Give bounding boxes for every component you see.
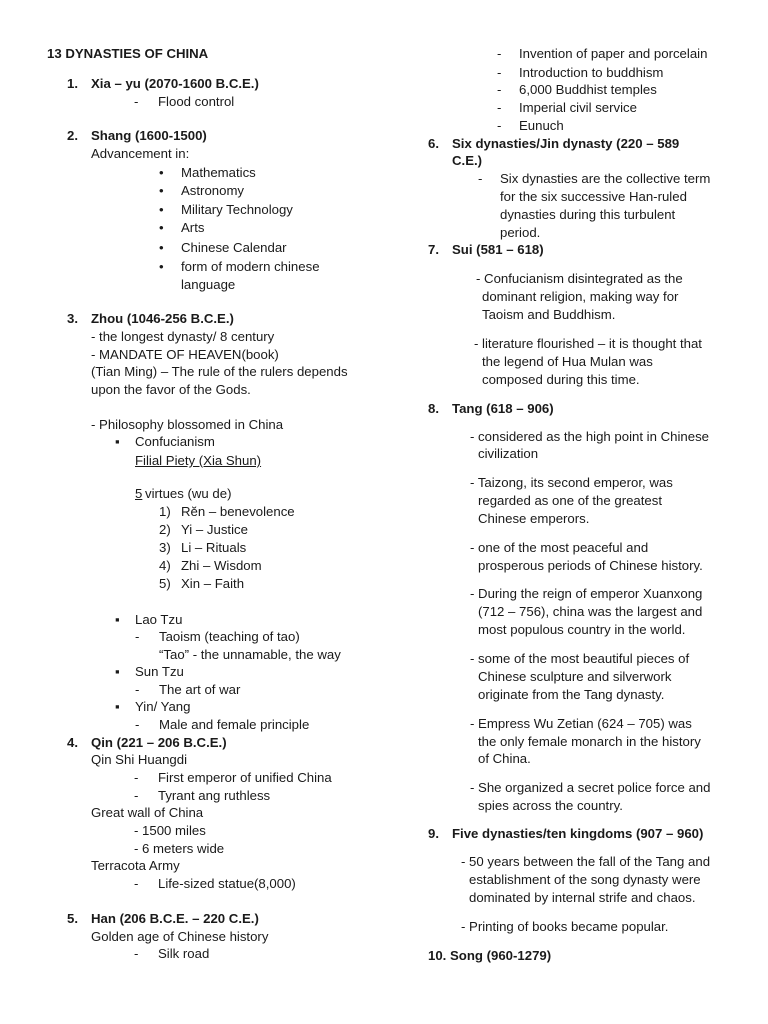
left-column-line: First emperor of unified China bbox=[158, 770, 332, 785]
left-column-line: Qin Shi Huangdi bbox=[91, 752, 188, 767]
left-column-line: Military Technology bbox=[181, 202, 293, 217]
left-column-line: 5) bbox=[159, 576, 171, 591]
left-column-line: Shang (1600-1500) bbox=[91, 128, 207, 143]
left-column-line: 5 bbox=[135, 486, 143, 501]
right-column-line: (712 – 756), china was the largest and bbox=[478, 604, 703, 619]
left-column-line: 4. bbox=[67, 735, 78, 750]
right-column-line: Imperial civil service bbox=[519, 100, 637, 115]
right-column-line: - one of the most peaceful and bbox=[470, 540, 649, 555]
left-column-line: • bbox=[159, 259, 164, 274]
left-column-line: ▪ bbox=[115, 434, 120, 449]
right-column-line: dominant religion, making way for bbox=[482, 289, 679, 304]
right-column-line: Invention of paper and porcelain bbox=[519, 46, 708, 61]
left-column-line: Taoism (teaching of tao) bbox=[159, 629, 300, 644]
left-column-line: • bbox=[159, 220, 164, 235]
left-column-line: form of modern chinese bbox=[181, 259, 320, 274]
right-column-line: Chinese emperors. bbox=[478, 511, 590, 526]
left-column-line: - bbox=[134, 946, 139, 961]
left-column-line: Terracota Army bbox=[91, 858, 180, 873]
left-column-line: • bbox=[159, 183, 164, 198]
left-column-line: Advancement in: bbox=[91, 146, 190, 161]
right-column-line: - Taizong, its second emperor, was bbox=[470, 475, 673, 490]
right-column-line: - Printing of books became popular. bbox=[461, 919, 669, 934]
left-column-line: Mathematics bbox=[181, 165, 256, 180]
left-column-line: Sun Tzu bbox=[135, 664, 184, 679]
right-column-line: dominated by internal strife and chaos. bbox=[469, 890, 696, 905]
right-column-line: - bbox=[497, 46, 502, 61]
left-column-line: language bbox=[181, 277, 236, 292]
right-column-line: Five dynasties/ten kingdoms (907 – 960) bbox=[452, 826, 704, 841]
right-column-line: C.E.) bbox=[452, 153, 483, 168]
right-column-line: - 50 years between the fall of the Tang and bbox=[461, 854, 711, 869]
left-column-line: ▪ bbox=[115, 699, 120, 714]
right-column-line: composed during this time. bbox=[482, 372, 640, 387]
right-column-line: - Confucianism disintegrated as the bbox=[476, 271, 683, 286]
left-column-line: Lao Tzu bbox=[135, 612, 183, 627]
left-column-line: ▪ bbox=[115, 664, 120, 679]
left-column-line: Qin (221 – 206 B.C.E.) bbox=[91, 735, 227, 750]
right-column-line: 7. bbox=[428, 242, 439, 257]
right-column-line: - She organized a secret police force and bbox=[470, 780, 711, 795]
right-column-line: the legend of Hua Mulan was bbox=[482, 354, 653, 369]
right-column-line: Eunuch bbox=[519, 118, 564, 133]
left-column-line: - 1500 miles bbox=[134, 823, 206, 838]
left-column-line: Male and female principle bbox=[159, 717, 310, 732]
left-column-line: 13 DYNASTIES OF CHINA bbox=[47, 46, 209, 61]
left-column-line: 3) bbox=[159, 540, 171, 555]
left-column-line: Tyrant ang ruthless bbox=[158, 788, 271, 803]
right-column-line: 10. Song (960-1279) bbox=[428, 948, 552, 963]
right-column-line: - bbox=[497, 118, 502, 133]
right-column-line: most populous country in the world. bbox=[478, 622, 686, 637]
right-column-line: - literature flourished – it is thought that bbox=[474, 336, 702, 351]
left-column-line: • bbox=[159, 165, 164, 180]
left-column-line: Great wall of China bbox=[91, 805, 204, 820]
left-column-line: • bbox=[159, 240, 164, 255]
left-column-line: - bbox=[135, 629, 140, 644]
right-column-line: - During the reign of emperor Xuanxong bbox=[470, 586, 703, 601]
left-column-line: Xin – Faith bbox=[181, 576, 245, 591]
left-column-line: Confucianism bbox=[135, 434, 215, 449]
right-column-line: 6. bbox=[428, 136, 439, 151]
left-column-line: Filial Piety (Xia Shun) bbox=[135, 453, 262, 468]
right-column-line: regarded as one of the greatest bbox=[478, 493, 663, 508]
right-column-line: the only female monarch in the history bbox=[478, 734, 701, 749]
right-column-line: originate from the Tang dynasty. bbox=[478, 687, 665, 702]
right-column-line: - bbox=[478, 171, 483, 186]
left-column-line: Golden age of Chinese history bbox=[91, 929, 269, 944]
left-column-line: - bbox=[134, 876, 139, 891]
right-column-line: civilization bbox=[478, 446, 539, 461]
left-column-line: Zhi – Wisdom bbox=[181, 558, 262, 573]
left-column-line: upon the favor of the Gods. bbox=[91, 382, 251, 397]
left-column-line: virtues (wu de) bbox=[145, 486, 232, 501]
right-column-line: Introduction to buddhism bbox=[519, 65, 664, 80]
left-column-line: 1) bbox=[159, 504, 171, 519]
right-column-line: Tang (618 – 906) bbox=[452, 401, 554, 416]
right-column-line: - considered as the high point in Chinese bbox=[470, 429, 709, 444]
left-column-line: • bbox=[159, 202, 164, 217]
left-column-line: - 6 meters wide bbox=[134, 841, 225, 856]
left-column-line: - Philosophy blossomed in China bbox=[91, 417, 284, 432]
left-column-line: Silk road bbox=[158, 946, 210, 961]
right-column-line: - Empress Wu Zetian (624 – 705) was bbox=[470, 716, 692, 731]
right-column-line: Six dynasties are the collective term bbox=[500, 171, 711, 186]
right-column-line: period. bbox=[500, 225, 541, 240]
right-column-line: - bbox=[497, 100, 502, 115]
left-column-line: Li – Rituals bbox=[181, 540, 247, 555]
left-column-line: 5. bbox=[67, 911, 78, 926]
left-column-line: Life-sized statue(8,000) bbox=[158, 876, 296, 891]
right-column-line: dynasties during this turbulent bbox=[500, 207, 676, 222]
left-column-line: - the longest dynasty/ 8 century bbox=[91, 329, 275, 344]
right-column-line: - bbox=[497, 82, 502, 97]
right-column-line: Six dynasties/Jin dynasty (220 – 589 bbox=[452, 136, 680, 151]
right-column-line: Sui (581 – 618) bbox=[452, 242, 544, 257]
left-column-line: Arts bbox=[181, 220, 205, 235]
right-column-line: spies across the country. bbox=[478, 798, 623, 813]
left-column-line: 4) bbox=[159, 558, 171, 573]
left-column-line: - bbox=[135, 682, 140, 697]
right-column-line: 6,000 Buddhist temples bbox=[519, 82, 657, 97]
left-column-line: 1. bbox=[67, 76, 78, 91]
left-column-line: Zhou (1046-256 B.C.E.) bbox=[91, 311, 234, 326]
left-column-line: - MANDATE OF HEAVEN(book) bbox=[91, 347, 279, 362]
left-column-line: Rĕn – benevolence bbox=[181, 504, 295, 519]
left-column-line: Han (206 B.C.E. – 220 C.E.) bbox=[91, 911, 259, 926]
left-column-line: 2) bbox=[159, 522, 171, 537]
left-column-line: Flood control bbox=[158, 94, 235, 109]
left-column-line: - bbox=[134, 770, 139, 785]
left-column-line: ▪ bbox=[115, 612, 120, 627]
right-column-line: for the six successive Han-ruled bbox=[500, 189, 687, 204]
left-column-line: The art of war bbox=[159, 682, 241, 697]
right-column-line: - some of the most beautiful pieces of bbox=[470, 651, 690, 666]
left-column-line: - bbox=[134, 94, 139, 109]
left-column-line: Astronomy bbox=[181, 183, 245, 198]
right-column-line: Taoism and Buddhism. bbox=[482, 307, 616, 322]
left-column-line: (Tian Ming) – The rule of the rulers depends bbox=[91, 364, 348, 379]
left-column-line: 3. bbox=[67, 311, 78, 326]
left-column-line: “Tao” - the unnamable, the way bbox=[159, 647, 341, 662]
right-column-line: establishment of the song dynasty were bbox=[469, 872, 701, 887]
left-column-line: - bbox=[134, 788, 139, 803]
left-column-line: Yin/ Yang bbox=[135, 699, 191, 714]
left-column-line: 2. bbox=[67, 128, 78, 143]
right-column-line: of China. bbox=[478, 751, 531, 766]
left-column-line: Chinese Calendar bbox=[181, 240, 287, 255]
right-column-line: Chinese sculpture and silverwork bbox=[478, 669, 672, 684]
right-column-line: prosperous periods of Chinese history. bbox=[478, 558, 703, 573]
left-column-line: - bbox=[135, 717, 140, 732]
right-column-line: 8. bbox=[428, 401, 439, 416]
left-column-line: Xia – yu (2070-1600 B.C.E.) bbox=[91, 76, 259, 91]
left-column-line: Yi – Justice bbox=[181, 522, 248, 537]
right-column-line: 9. bbox=[428, 826, 439, 841]
right-column-line: - bbox=[497, 65, 502, 80]
